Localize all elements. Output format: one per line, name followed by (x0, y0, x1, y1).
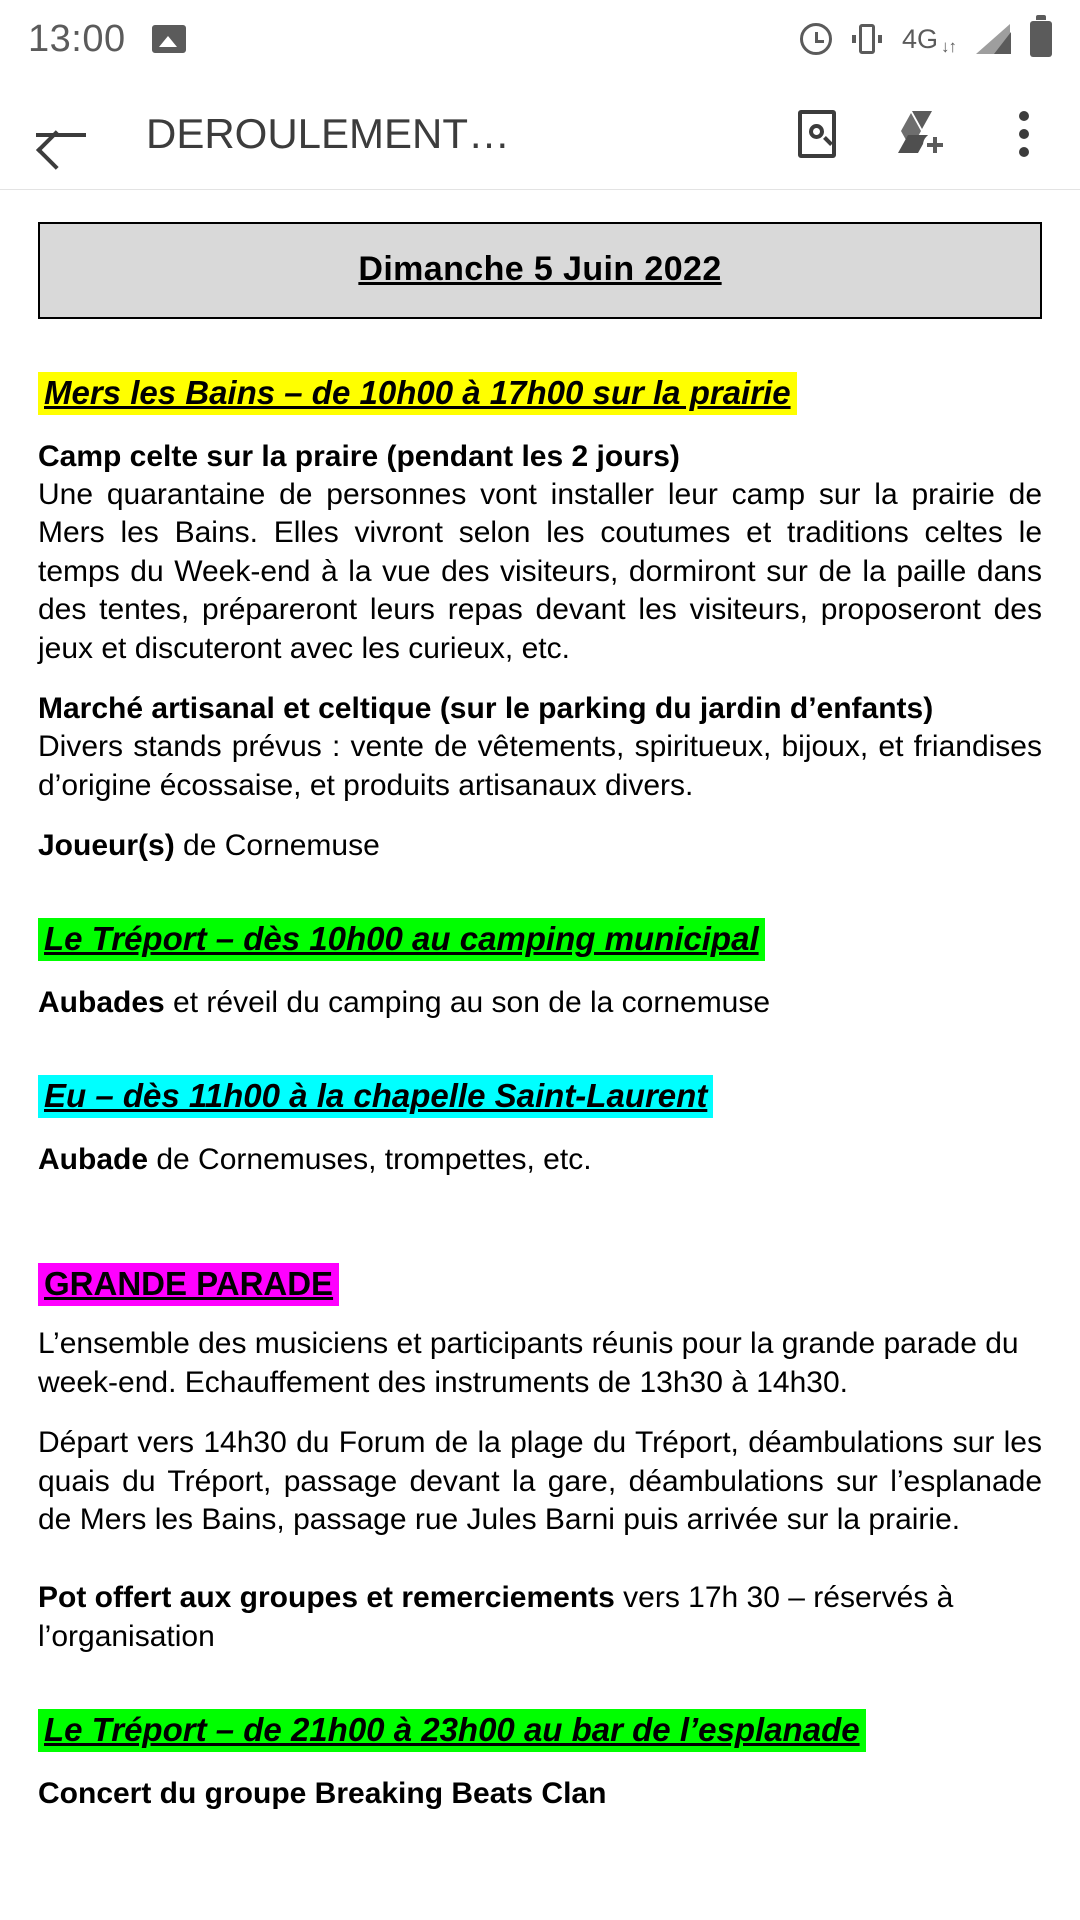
status-right-icons (800, 21, 1052, 57)
drive-add-icon[interactable] (894, 109, 950, 159)
overflow-menu-icon[interactable] (1008, 107, 1040, 161)
paragraph-camp-celte (38, 438, 1042, 668)
paragraph-lead: Joueur(s) (38, 829, 175, 863)
section-heading-grande-parade (38, 1265, 1042, 1303)
paragraph-lead: Aubade (38, 1142, 149, 1176)
back-arrow-icon[interactable] (34, 112, 90, 156)
paragraph-concert (38, 1775, 1042, 1813)
paragraph-aubade-eu (38, 1141, 1042, 1179)
vibrate-icon (852, 24, 882, 54)
signal-strength-icon (976, 24, 1010, 54)
section-heading-text: Eu – dès 11h00 à la chapelle Saint-Laurent (38, 1075, 713, 1118)
document-search-icon[interactable] (798, 110, 836, 158)
section-heading-text: Le Tréport – dès 10h00 au camping municipal (38, 918, 765, 961)
paragraph-text: L’ensemble des musiciens et participants réunis pour la grande parade du week-end. Echauffement des instruments de 13h30 à 14h30. (38, 1327, 1019, 1399)
paragraph-aubades-camping (38, 984, 1042, 1022)
network-type-indicator (902, 24, 956, 55)
paragraph-lead: Marché artisanal et celtique (sur le parking du jardin d’enfants) (38, 691, 934, 725)
paragraph-parade-itineraire (38, 1424, 1042, 1539)
day-banner-text: Dimanche 5 Juin 2022 (358, 250, 722, 288)
data-transfer-arrows: ↓↑ (941, 36, 956, 56)
paragraph-parade-intro (38, 1325, 1042, 1402)
paragraph-text: Une quarantaine de personnes vont installer leur camp sur la prairie de Mers les Bains. Elles vivront selon les coutumes et traditions celtes le temps du Week-end à la vue des visiteurs, dormiront sur de la paille dans des tentes, prépareront leurs repas devant les visiteurs, proposeront des jeux et discuteront avec les curieux, etc. (38, 477, 1042, 665)
paragraph-marche-artisanal (38, 690, 1042, 805)
paragraph-text: Divers stands prévus : vente de vêtements, spiritueux, bijoux, et friandises d’origine écossaise, et produits artisanaux divers. (38, 730, 1042, 802)
section-heading-eu-chapelle (38, 1074, 1042, 1119)
app-bar (0, 78, 1080, 190)
section-heading-text: GRANDE PARADE (38, 1263, 339, 1306)
paragraph-lead: Camp celte sur la praire (pendant les 2 jours) (38, 439, 680, 473)
status-bar (0, 0, 1080, 78)
battery-icon (1030, 21, 1052, 57)
page-title: DEROULEMENT… (146, 109, 511, 157)
paragraph-text: vers 17h 30 – réservés à l’organisation (38, 1581, 954, 1653)
status-clock: 13:00 (28, 17, 126, 60)
alarm-icon (800, 23, 832, 55)
section-heading-le-treport-bar (38, 1708, 1042, 1753)
paragraph-pot-offert (38, 1579, 1042, 1656)
app-bar-actions (798, 107, 1046, 161)
section-heading-text: Mers les Bains – de 10h00 à 17h00 sur la prairie (38, 372, 797, 415)
document-body (0, 190, 1080, 1813)
image-icon (152, 25, 186, 53)
section-heading-mers-les-bains (38, 371, 1042, 416)
day-banner (38, 222, 1042, 319)
paragraph-text: de Cornemuse (174, 829, 380, 863)
paragraph-text: de Cornemuses, trompettes, etc. (148, 1142, 592, 1176)
status-left-icons (152, 25, 186, 53)
paragraph-lead: Aubades (38, 986, 165, 1019)
paragraph-text: Départ vers 14h30 du Forum de la plage du Tréport, déambulations sur les quais du Tréport, passage devant la gare, déambulations sur l’esplanade de Mers les Bains, passage rue Jules Barni puis arrivée sur la prairie. (38, 1426, 1042, 1536)
section-heading-text: Le Tréport – de 21h00 à 23h00 au bar de l’esplanade (38, 1709, 866, 1752)
paragraph-lead: Concert du groupe Breaking Beats Clan (38, 1776, 607, 1810)
network-type-label: 4G (901, 23, 938, 54)
paragraph-lead: Pot offert aux groupes et remerciements (38, 1581, 615, 1615)
paragraph-text: et réveil du camping au son de la cornemuse (164, 986, 771, 1019)
paragraph-joueurs-cornemuse (38, 827, 1042, 865)
section-heading-le-treport-camping (38, 917, 1042, 962)
